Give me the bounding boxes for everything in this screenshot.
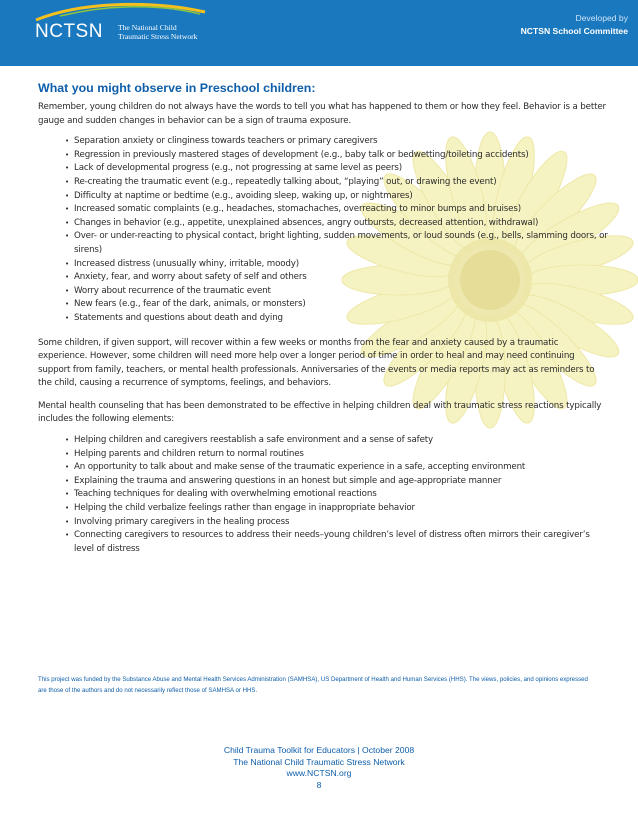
list-item: • New fears (e.g., fear of the dark, animals, or monsters): [65, 298, 608, 312]
list-item: • Helping the child verbalize feelings rather than engage in inappropriate behavior: [65, 502, 608, 516]
main-content: [38, 80, 608, 556]
observations-list: [38, 135, 608, 325]
list-item: • Re-creating the traumatic event (e.g., repeatedly talking about, “playing” out, or drawing the event): [65, 176, 608, 190]
footer-website-link[interactable]: www.NCTSN.org: [286, 768, 352, 778]
logo-text: NCTSN: [35, 21, 103, 42]
counseling-elements-list: [38, 434, 608, 556]
section-heading: What you might observe in Preschool children:: [38, 81, 316, 95]
logo-subtitle-line1: The National Child: [118, 23, 177, 32]
header-banner: [0, 0, 638, 66]
list-item: • Worry about recurrence of the traumatic event: [65, 285, 608, 299]
list-item: • Increased somatic complaints (e.g., headaches, stomachaches, overreacting to minor bumps and bruises): [65, 203, 608, 217]
list-item: • Connecting caregivers to resources to address their needs–young children’s level of distress often mirrors their caregiver’s level of distress: [65, 529, 608, 556]
funding-note: This project was funded by the Substance Abuse and Mental Health Services Administration (SAMHSA), US Department of Health and Human Services (HHS). The views, policies, and opinions expressed are those of the authors and do not necessarily reflect those of SAMHSA or HHS.: [38, 676, 588, 694]
logo-subtitle: [118, 23, 218, 41]
list-item: • Regression in previously mastered stages of development (e.g., baby talk or bedwetting/toileting accidents): [65, 149, 608, 163]
list-item: • Over- or under-reacting to physical contact, bright lighting, sudden movements, or loud sounds (e.g., bells, slamming doors, or sirens): [65, 230, 608, 257]
list-item: • Helping parents and children return to normal routines: [65, 448, 608, 462]
committee-label: NCTSN School Committee: [520, 26, 628, 36]
list-item: • An opportunity to talk about and make sense of the traumatic experience in a safe, accepting environment: [65, 461, 608, 475]
counseling-paragraph: Mental health counseling that has been demonstrated to be effective in helping children deal with traumatic stress reactions typically includes the following elements:: [38, 400, 602, 425]
list-item: • Anxiety, fear, and worry about safety of self and others: [65, 271, 608, 285]
developed-by-label: Developed by: [575, 13, 628, 23]
list-item: • Teaching techniques for dealing with overwhelming emotional reactions: [65, 488, 608, 502]
page-footer: [0, 745, 638, 791]
support-paragraph: Some children, if given support, will recover within a few weeks or months from the fear and anxiety caused by a traumatic experience. However, some children will need more help over a longer period of time in order to heal and may need continuing support from family, teachers, or mental health professionals. Anniversaries of the events or media reports may act as reminders to the child, causing a recurrence of symptoms, feelings, and behaviors.: [38, 337, 595, 389]
footer-organization: The National Child Traumatic Stress Network: [233, 756, 405, 767]
list-item: • Increased distress (unusually whiny, irritable, moody): [65, 258, 608, 272]
list-item: • Difficulty at naptime or bedtime (e.g., avoiding sleep, waking up, or nightmares): [65, 190, 608, 204]
list-item: • Involving primary caregivers in the healing process: [65, 516, 608, 530]
list-item: • Statements and questions about death and dying: [65, 312, 608, 326]
page-number: 8: [316, 779, 322, 790]
list-item: • Explaining the trauma and answering questions in an honest but simple and age-appropriate manner: [65, 475, 608, 489]
footer-title: Child Trauma Toolkit for Educators | October 2008: [223, 745, 415, 755]
list-item: • Lack of developmental progress (e.g., not progressing at same level as peers): [65, 162, 608, 176]
logo-subtitle-line2: Traumatic Stress Network: [118, 32, 198, 41]
intro-paragraph: Remember, young children do not always have the words to tell you what has happened to them or how they feel. Behavior is a better gauge and sudden changes in behavior can be a sign of trauma exposure.: [38, 102, 606, 126]
list-item: • Separation anxiety or clinginess towards teachers or primary caregivers: [65, 135, 608, 149]
list-item: • Helping children and caregivers reestablish a safe environment and a sense of safety: [65, 434, 608, 448]
list-item: • Changes in behavior (e.g., appetite, unexplained absences, angry outbursts, decreased attention, withdrawal): [65, 217, 608, 231]
